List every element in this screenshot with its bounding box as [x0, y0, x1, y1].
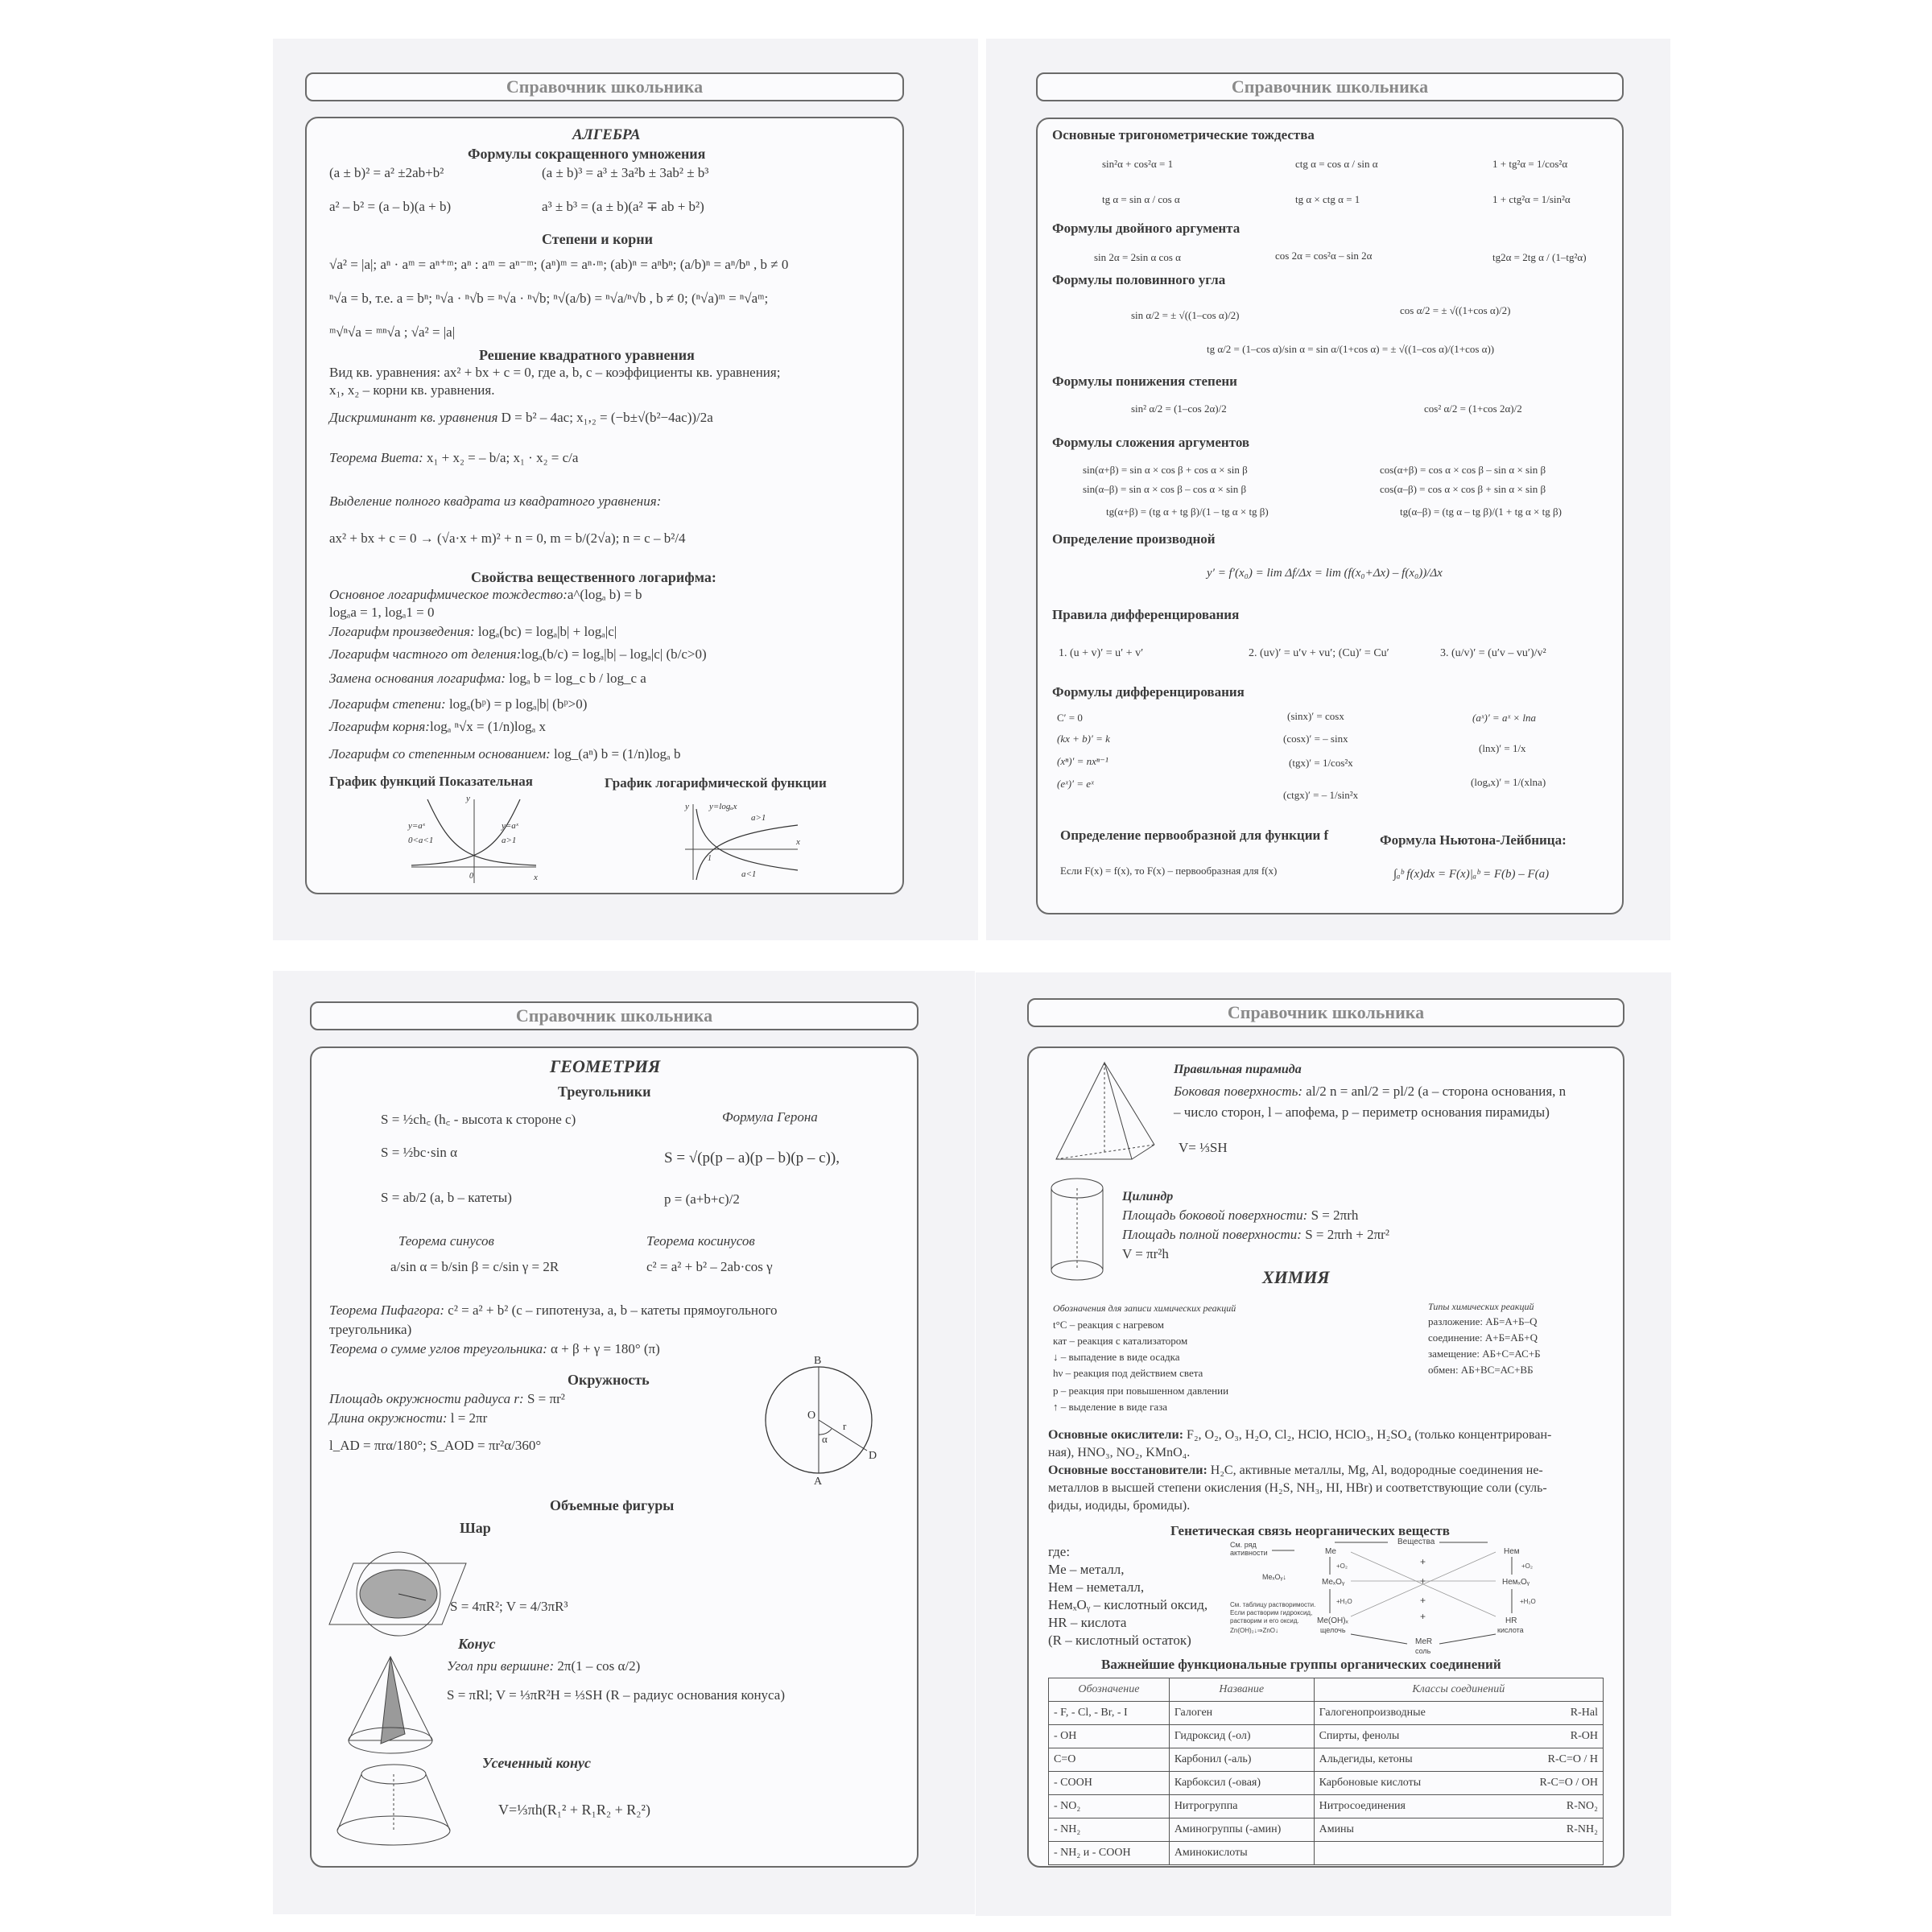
frustum-formula: V=⅓πh(R₁² + R₁R₂ + R₂²) [498, 1802, 650, 1818]
diff-f2: (kx + b)′ = k [1057, 733, 1110, 745]
cell-class-formula: R-OH [1570, 1730, 1598, 1742]
note-2: кат – реакция с катализатором [1053, 1335, 1188, 1347]
section-title-double: Формулы двойного аргумента [1052, 221, 1241, 236]
cell-notation: - NH₂ и - COOH [1049, 1842, 1170, 1865]
reducers-cont-2: фиды, иодиды, бромиды). [1048, 1499, 1191, 1513]
header-title: Справочник школьника [506, 76, 704, 97]
reducers: Основные восстановители: H₂C, активные металлы, Mg, Al, водородные соединения не- [1048, 1463, 1543, 1477]
section-title-identities: Основные тригонометрические тождества [1052, 127, 1315, 142]
angle-sum: Теорема о сумме углов треугольника: α + β + γ = 180° (π) [329, 1341, 660, 1356]
page-chemistry [976, 972, 1671, 1916]
cell-notation: - OH [1049, 1725, 1170, 1748]
table-header-name: Название [1169, 1678, 1314, 1702]
svg-text:+: + [1420, 1556, 1426, 1567]
quad-text-1: Вид кв. уравнения: ax² + bx + c = 0, где a, b, c – коэффициенты кв. уравнения; [329, 365, 781, 380]
cosine-law-label: Теорема косинусов [646, 1233, 755, 1249]
table-row [1049, 1842, 1604, 1865]
genetic-4: HR – кислота [1048, 1615, 1127, 1630]
page-header-trig [1036, 72, 1624, 101]
cell-name: Нитрогруппа [1169, 1795, 1314, 1818]
diff-f9: (aˣ)′ = aˣ × lna [1472, 712, 1536, 724]
cell-notation: - NH₂ [1049, 1818, 1170, 1842]
formula-f1: (a ± b)² = a² ±2ab+b² [329, 165, 444, 180]
cylinder-title: Цилиндр [1122, 1190, 1174, 1203]
cell-notation: - NO₂ [1049, 1795, 1170, 1818]
cell-classes [1314, 1702, 1603, 1725]
frustum-title: Усеченный конус [482, 1755, 592, 1771]
log-base-change: Замена основания логарифма: logₐ b = log_c b / log_c a [329, 671, 646, 686]
cylinder-lateral: Площадь боковой поверхности: S = 2πrh [1122, 1208, 1359, 1223]
genetic-diagram [1230, 1536, 1576, 1657]
section-title-derivative: Определение производной [1052, 531, 1216, 547]
note-4: hν – реакция под действием света [1053, 1367, 1203, 1379]
diff-rule-3: 3. (u/v)′ = (u′v – vu′)/v² [1440, 647, 1546, 659]
quad-complete-square: ax² + bx + c = 0 → (√a·x + m)² + n = 0, m = b/(2√a); n = c – b²/4 [329, 530, 686, 546]
quad-discriminant: Дискриминант кв. уравнения D = b² – 4ac; x₁,₂ = (−b±√(b²−4ac))/2a [329, 410, 713, 425]
trig-s5: tg(α+β) = (tg α + tg β)/(1 – tg α × tg β) [1106, 506, 1269, 518]
diff-f8: (ctgx)′ = – 1/sin²x [1283, 789, 1359, 801]
formula-p2: ⁿ√a = b, т.е. a = bⁿ; ⁿ√a · ⁿ√b = ⁿ√a · ⁿ√b; ⁿ√(a/b) = ⁿ√a/ⁿ√b , b ≠ 0; (ⁿ√a)ᵐ = ⁿ√aᵐ; [329, 291, 769, 306]
formula-p1: √a² = |a|; aⁿ · aᵐ = aⁿ⁺ᵐ; aⁿ : aᵐ = aⁿ⁻ᵐ; (aⁿ)ᵐ = aⁿ·ᵐ; (ab)ⁿ = aⁿbⁿ; (a/b)ⁿ = aⁿ/bⁿ , b ≠ 0 [329, 257, 789, 272]
cell-class-formula: R-NH₂ [1566, 1823, 1598, 1835]
chemistry-box [1027, 1046, 1624, 1868]
gd-hr: HR [1505, 1616, 1517, 1625]
type-2: соединение: А+Б=АБ+Q [1428, 1331, 1538, 1344]
section-title-mult: Формулы сокращенного умножения [468, 146, 706, 162]
geometry-heading: ГЕОМЕТРИЯ [550, 1056, 661, 1076]
cell-classes [1314, 1748, 1603, 1772]
section-title-log: Свойства вещественного логарифма: [471, 569, 716, 585]
note-3: ↓ – выпадение в виде осадка [1053, 1351, 1180, 1363]
table-header-notation: Обозначение [1049, 1678, 1170, 1702]
tri-area-3: S = ab/2 (a, b – катеты) [381, 1190, 512, 1205]
page-trig [986, 39, 1670, 940]
circle-arc: l_AD = πrα/180°; S_AOD = πr²α/360° [329, 1438, 542, 1453]
cell-class-formula: R-C=O / OH [1539, 1777, 1598, 1789]
circle-label-b: B [814, 1355, 822, 1367]
formula-p3: ᵐ√ⁿ√a = ᵐⁿ√a ; √a² = |a| [329, 324, 456, 340]
sine-law-label: Теорема синусов [398, 1233, 494, 1249]
cell-name: Карбоксил (-овая) [1169, 1772, 1314, 1795]
section-title-diff-rules: Правила дифференцирования [1052, 607, 1240, 622]
gd-meoh: Me(OH)ₓ [1317, 1616, 1348, 1625]
trig-h1: sin α/2 = ± √((1–cos α)/2) [1131, 309, 1240, 321]
tri-area-2: S = ½bc·sin α [381, 1145, 457, 1160]
page-algebra [273, 39, 978, 940]
diff-f4: (eˣ)′ = eˣ [1057, 778, 1094, 790]
trig-t6: 1 + ctg²α = 1/sin²α [1492, 193, 1571, 205]
genetic-3: НемₓOᵧ – кислотный оксид, [1048, 1597, 1208, 1612]
gd-h2o-left: +H₂O [1336, 1598, 1352, 1605]
g2-one-label: 1 [708, 854, 712, 863]
cylinder-volume: V = πr²h [1122, 1246, 1169, 1261]
trig-d2: cos 2α = cos²α – sin 2α [1275, 250, 1373, 262]
gd-note-2: активности [1230, 1549, 1268, 1557]
genetic-title: Генетическая связь неорганических веществ [1170, 1523, 1450, 1538]
gd-salt: соль [1415, 1647, 1431, 1655]
note-6: ↑ – выделение в виде газа [1053, 1401, 1168, 1413]
circle-area: Площадь окружности радиуса r: S = πr² [329, 1391, 565, 1406]
circle-length: Длина окружности: l = 2πr [329, 1410, 488, 1426]
g1-y-label: y [466, 794, 470, 803]
pyramid-lateral-cont: – число сторон, l – апофема, p – периметр основания пирамиды) [1174, 1104, 1550, 1120]
gd-alkali: щелочь [1320, 1626, 1346, 1634]
types-title: Типы химических реакций [1428, 1301, 1534, 1312]
g2-y-label: y [685, 802, 689, 811]
trig-t3: 1 + tg²α = 1/cos²α [1492, 158, 1568, 170]
pyramid-volume: V= ⅓SH [1179, 1140, 1228, 1155]
cell-class-name: Спирты, фенолы [1319, 1730, 1400, 1742]
cell-notation: C=O [1049, 1748, 1170, 1772]
heron-p: p = (a+b+c)/2 [664, 1191, 740, 1207]
diff-f11: (logₐx)′ = 1/(xlna) [1471, 776, 1546, 788]
g1-left-label-2: 0<a<1 [408, 836, 434, 845]
section-title-diff-formulas: Формулы дифференцирования [1052, 684, 1245, 700]
section-title-addition: Формулы сложения аргументов [1052, 435, 1250, 450]
cell-classes [1314, 1842, 1603, 1865]
gd-note-4: Если растворим гидроксид, [1230, 1609, 1313, 1616]
diff-f6: (cosx)′ = – sinx [1283, 733, 1348, 745]
oxidizers: Основные окислители: F₂, O₂, O₃, H₂O, Cl₂, HClO, HClO₃, H₂SO₄ (только концентрирован- [1048, 1428, 1552, 1442]
cell-class-formula: R-NO₂ [1566, 1800, 1598, 1812]
newton-leibniz-formula: ∫ₐᵇ f(x)dx = F(x)|ₐᵇ = F(b) – F(a) [1393, 868, 1550, 881]
frustum-diagram [332, 1758, 453, 1847]
cylinder-total: Площадь полной поверхности: S = 2πrh + 2πr² [1122, 1227, 1389, 1242]
g1-x-label: x [534, 873, 538, 882]
gd-mer: MeR [1415, 1637, 1433, 1646]
cell-class-name: Альдегиды, кетоны [1319, 1753, 1413, 1765]
cell-class-formula: R-C=O / H [1547, 1753, 1598, 1765]
diff-f10: (lnx)′ = 1/x [1479, 742, 1526, 754]
log-power-base: Логарифм со степенным основанием: log_(aⁿ) b = (1/n)logₐ b [329, 746, 681, 762]
page-header-algebra [305, 72, 904, 101]
g1-left-label-1: y=aˣ [408, 821, 425, 831]
sine-law: a/sin α = b/sin β = c/sin γ = 2R [390, 1259, 559, 1274]
table-header-classes: Классы соединений [1314, 1678, 1603, 1702]
quad-vieta: Теорема Виета: x₁ + x₂ = – b/a; x₁ · x₂ = c/a [329, 450, 579, 465]
pyramid-lateral: Боковая поверхность: al/2 n = anl/2 = pl/2 (a – сторона основания, n [1174, 1084, 1567, 1099]
table-body [1049, 1702, 1604, 1865]
trig-h3: tg α/2 = (1–cos α)/sin α = sin α/(1+cos α) = ± √((1–cos α)/(1+cos α)) [1207, 343, 1495, 355]
log-product: Логарифм произведения: logₐ(bc) = logₐ|b| + logₐ|c| [329, 624, 617, 639]
circle-label-r: r [843, 1420, 847, 1432]
cosine-law: c² = a² + b² – 2ab·cos γ [646, 1259, 773, 1274]
svg-text:+: + [1420, 1575, 1426, 1587]
cell-classes [1314, 1795, 1603, 1818]
gd-o2-right: +O₂ [1521, 1563, 1533, 1570]
ball-diagram [329, 1547, 466, 1644]
table-row [1049, 1795, 1604, 1818]
cell-name: Галоген [1169, 1702, 1314, 1725]
trig-t5: tg α × ctg α = 1 [1295, 193, 1360, 205]
trig-s4: cos(α–β) = cos α × cos β + sin α × sin β [1380, 483, 1546, 495]
g1-right-label-1: y=aˣ [502, 821, 518, 831]
trig-t1: sin²α + cos²α = 1 [1102, 158, 1174, 170]
gd-note-6: Zn(OH)₂↓⇒ZnO↓ [1230, 1627, 1279, 1634]
section-title-solids: Объемные фигуры [550, 1497, 675, 1513]
cell-classes [1314, 1772, 1603, 1795]
note-5: p – реакция при повышенном давлении [1053, 1385, 1229, 1397]
trig-box [1036, 118, 1624, 914]
cell-class-name: Амины [1319, 1823, 1354, 1835]
table-row [1049, 1725, 1604, 1748]
cell-class-name: Нитросоединения [1319, 1800, 1406, 1812]
table-title: Важнейшие функциональные группы органических соединений [1101, 1657, 1501, 1672]
svg-text:+: + [1420, 1595, 1426, 1606]
g2-a1-label: a>1 [751, 813, 766, 823]
tri-area-1: S = ½ch꜀ (h꜀ - высота к стороне c) [381, 1112, 576, 1127]
gd-meo: MeₓOᵧ [1322, 1578, 1345, 1587]
formula-f2: (a ± b)³ = a³ ± 3a²b ± 3ab² ± b³ [542, 165, 709, 180]
oxidizers-cont: ная), HNO₃, NO₂, KMnO₄. [1048, 1446, 1191, 1459]
circle-label-alpha: α [822, 1433, 828, 1445]
cell-name: Аминокислоты [1169, 1842, 1314, 1865]
log-root: Логарифм корня:logₐ ⁿ√x = (1/n)logₐ x [329, 719, 547, 734]
pyramid-diagram [1053, 1059, 1158, 1172]
circle-label-o: O [807, 1410, 816, 1422]
trig-s6: tg(α–β) = (tg α – tg β)/(1 + tg α × tg β) [1400, 506, 1562, 518]
g1-right-label-2: a>1 [502, 836, 517, 845]
circle-label-a: A [814, 1476, 823, 1488]
diff-rule-2: 2. (uv)′ = u′v + vu′; (Cu)′ = Cu′ [1249, 647, 1389, 659]
cell-name: Карбонил (-аль) [1169, 1748, 1314, 1772]
gd-note-1: См. ряд [1230, 1541, 1257, 1549]
trig-r2: cos² α/2 = (1+cos 2α)/2 [1424, 402, 1522, 415]
header-title: Справочник школьника [515, 1005, 713, 1026]
graph-exponential [408, 794, 540, 885]
gd-h2o-right: +H₂O [1520, 1598, 1536, 1605]
diff-f5: (sinx)′ = cosx [1287, 710, 1344, 722]
section-title-powers: Степени и корни [542, 231, 653, 247]
graph-title-log: График логарифмической функции [605, 775, 827, 791]
g1-origin-label: 0 [469, 872, 473, 881]
log-power: Логарифм степени: logₐ(bᵖ) = p logₐ|b| (bᵖ>0) [329, 696, 588, 712]
cell-class-formula: R-Hal [1570, 1707, 1598, 1719]
cone-diagram [349, 1653, 437, 1758]
type-3: замещение: АБ+С=АС+Б [1428, 1348, 1541, 1360]
geometry-box [310, 1046, 919, 1868]
cone-title: Конус [458, 1636, 496, 1652]
derivative-def: y′ = f′(x₀) = lim Δf/Δx = lim (f(x₀+Δx) – f(x₀))/Δx [1207, 567, 1443, 580]
genetic-1: Me – металл, [1048, 1562, 1125, 1577]
pyramid-title: Правильная пирамида [1174, 1063, 1302, 1076]
gd-substances: Вещества [1397, 1538, 1435, 1546]
notes-title: Обозначения для записи химических реакций [1053, 1302, 1236, 1314]
section-title-half: Формулы половинного угла [1052, 272, 1226, 287]
type-1: разложение: АБ=А+Б–Q [1428, 1315, 1538, 1327]
circle-label-d: D [869, 1450, 877, 1462]
section-title-antiderivative: Определение первообразной для функции f [1060, 828, 1329, 843]
cell-class-name: Карбоновые кислоты [1319, 1777, 1422, 1789]
diff-f7: (tgx)′ = 1/cos²x [1289, 757, 1353, 769]
table-header-row [1049, 1678, 1604, 1702]
gd-note-5: растворим и его оксид. [1230, 1617, 1299, 1624]
gd-nemo: НемₓOᵧ [1502, 1578, 1530, 1587]
formula-f3: a² – b² = (a – b)(a + b) [329, 199, 452, 214]
log-quotient: Логарифм частного от деления:logₐ(b/c) = logₐ|b| – logₐ|c| (b/c>0) [329, 646, 707, 662]
cell-classes [1314, 1725, 1603, 1748]
section-title-triangles: Треугольники [558, 1084, 651, 1100]
g2-a2-label: a<1 [741, 869, 757, 879]
algebra-box [305, 117, 904, 894]
ball-title: Шар [460, 1520, 491, 1536]
log-identity: Основное логарифмическое тождество:a^(logₐ b) = b [329, 587, 642, 602]
g2-x-label: x [796, 837, 800, 847]
heron-formula: S = √(p(p – a)(p – b)(p – c)), [664, 1150, 840, 1166]
graph-title-exp: График функций Показательная [329, 774, 533, 789]
header-title: Справочник школьника [1231, 76, 1429, 97]
trig-t4: tg α = sin α / cos α [1102, 193, 1180, 205]
gd-me: Me [1325, 1547, 1336, 1556]
reducers-cont-1: металлов в высшей степени окисления (H₂S, NH₃, HI, HBr) и соответствующие соли (суль- [1048, 1481, 1547, 1495]
table-row [1049, 1702, 1604, 1725]
pythagoras: Теорема Пифагора: c² = a² + b² (c – гипотенуза, a, b – катеты прямоугольного [329, 1302, 778, 1318]
gd-meo-ppt: MeₓOᵧ↓ [1262, 1573, 1286, 1581]
cone-formula: S = πRl; V = ⅓πR²H = ⅓SH (R – радиус основания конуса) [447, 1687, 785, 1703]
quad-text-2: x₁, x₂ – корни кв. уравнения. [329, 382, 495, 398]
table-row [1049, 1818, 1604, 1842]
cell-name: Гидроксид (-ол) [1169, 1725, 1314, 1748]
trig-d1: sin 2α = 2sin α cos α [1094, 251, 1181, 263]
gd-nem: Нем [1504, 1547, 1520, 1556]
diff-f1: C′ = 0 [1057, 712, 1083, 724]
quad-complete-square-label: Выделение полного квадрата из квадратного уравнения: [329, 493, 662, 509]
cylinder-diagram [1050, 1177, 1106, 1282]
cell-classes [1314, 1818, 1603, 1842]
diff-rule-1: 1. (u + v)′ = u′ + v′ [1059, 647, 1144, 659]
trig-s1: sin(α+β) = sin α × cos β + cos α × sin β [1083, 464, 1248, 476]
pythagoras-cont: треугольника) [329, 1322, 412, 1337]
ball-formula: S = 4πR²; V = 4/3πR³ [450, 1599, 568, 1614]
trig-r1: sin² α/2 = (1–cos 2α)/2 [1131, 402, 1227, 415]
graph-logarithmic [685, 803, 806, 883]
chemistry-heading: ХИМИЯ [1262, 1267, 1330, 1287]
heron-label: Формула Герона [722, 1109, 818, 1125]
cell-name: Аминогруппы (-амин) [1169, 1818, 1314, 1842]
diff-f3: (xⁿ)′ = nxⁿ⁻¹ [1057, 755, 1108, 767]
page-header-chemistry [1027, 998, 1624, 1027]
section-title-newton-leibniz: Формула Ньютона-Лейбница: [1380, 832, 1567, 848]
section-title-circle: Окружность [568, 1372, 650, 1388]
gd-note-3: См. таблицу растворимости. [1230, 1601, 1316, 1608]
log-basic: logₐa = 1, logₐ1 = 0 [329, 605, 435, 620]
table-row [1049, 1772, 1604, 1795]
cell-notation: - COOH [1049, 1772, 1170, 1795]
genetic-5: (R – кислотный остаток) [1048, 1633, 1191, 1648]
genetic-where: где: [1048, 1544, 1071, 1559]
antiderivative-def: Если F(x) = f(x), то F(x) – первообразная для f(x) [1060, 865, 1278, 877]
page-geometry [273, 971, 975, 1914]
table-row [1049, 1748, 1604, 1772]
genetic-2: Нем – неметалл, [1048, 1579, 1145, 1595]
trig-t2: ctg α = cos α / sin α [1295, 158, 1378, 170]
cell-notation: - F, - Cl, - Br, - I [1049, 1702, 1170, 1725]
formula-f4: a³ ± b³ = (a ± b)(a² ∓ ab + b²) [542, 199, 704, 214]
svg-text:+: + [1420, 1611, 1426, 1622]
circle-diagram [766, 1354, 878, 1488]
type-4: обмен: АБ+ВС=АС+ВБ [1428, 1364, 1534, 1376]
header-title: Справочник школьника [1227, 1002, 1425, 1022]
g2-top-label: y=logₐx [709, 802, 737, 811]
cone-angle: Угол при вершине: 2π(1 – cos α/2) [447, 1658, 641, 1674]
trig-s3: sin(α–β) = sin α × cos β – cos α × sin β [1083, 483, 1247, 495]
gd-acid: кислота [1497, 1626, 1524, 1634]
cell-class-name: Галогенопроизводные [1319, 1707, 1426, 1719]
functional-groups-table [1048, 1678, 1604, 1865]
trig-h2: cos α/2 = ± √((1+cos α)/2) [1400, 304, 1511, 316]
trig-d3: tg2α = 2tg α / (1–tg²α) [1492, 251, 1587, 263]
algebra-heading: АЛГЕБРА [572, 126, 641, 143]
page-header-geometry [310, 1001, 919, 1030]
section-title-reduction: Формулы понижения степени [1052, 374, 1237, 389]
section-title-quad: Решение квадратного уравнения [479, 347, 695, 363]
note-1: t°C – реакция с нагревом [1053, 1319, 1165, 1331]
gd-o2-left: +O₂ [1336, 1563, 1348, 1570]
trig-s2: cos(α+β) = cos α × cos β – sin α × sin β [1380, 464, 1546, 476]
